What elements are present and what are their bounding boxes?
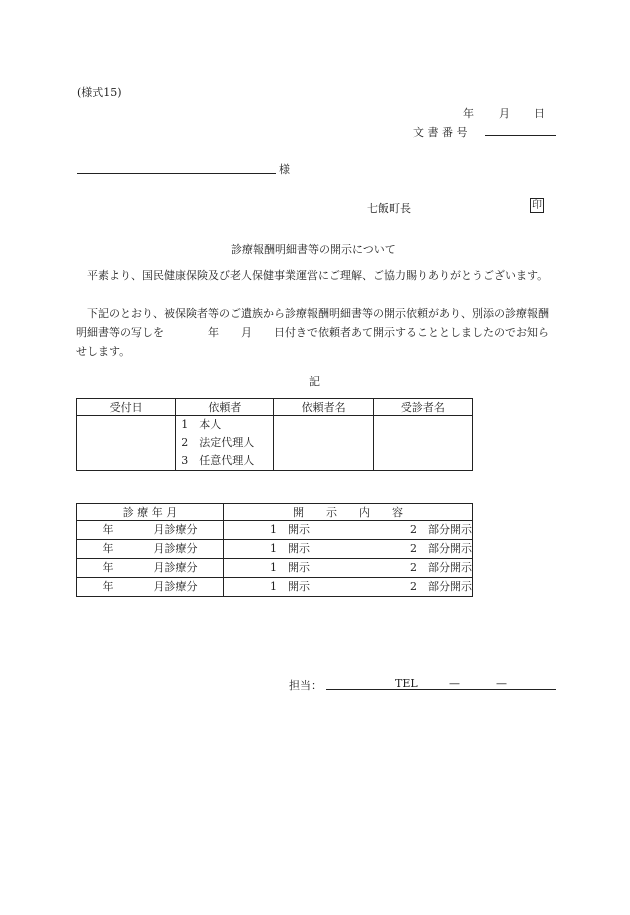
date-day: 日 bbox=[534, 107, 545, 120]
patient-name-cell[interactable] bbox=[373, 416, 472, 471]
treatment-month-cell[interactable] bbox=[77, 540, 224, 559]
table-row bbox=[77, 521, 473, 540]
header-patient-name: 受診者名 bbox=[373, 399, 472, 416]
option-partial-disclose[interactable]: 2 部分開示 bbox=[390, 540, 473, 559]
table-row bbox=[77, 559, 473, 578]
treatment-month-cell[interactable] bbox=[77, 521, 224, 540]
option-disclose[interactable]: 1 開示 bbox=[224, 521, 391, 540]
row-month: 月診療分 bbox=[153, 561, 198, 574]
sender-name: 七飯町長 bbox=[367, 202, 411, 215]
doc-number-label: 文 書 番 号 bbox=[413, 126, 468, 139]
doc-number-field[interactable] bbox=[485, 135, 556, 136]
received-date-cell[interactable] bbox=[77, 416, 176, 471]
contact-label: 担当： bbox=[289, 679, 322, 692]
row-month: 月診療分 bbox=[153, 542, 198, 555]
paragraph-notice bbox=[76, 304, 558, 361]
option-partial-disclose[interactable]: 2 部分開示 bbox=[390, 578, 473, 597]
header-disclosure-content: 開 示 内 容 bbox=[224, 504, 473, 521]
row-month: 月診療分 bbox=[153, 580, 198, 593]
treatment-month-cell[interactable] bbox=[77, 578, 224, 597]
requester-options bbox=[176, 416, 274, 471]
row-year: 年 bbox=[102, 523, 114, 536]
option-disclose[interactable]: 1 開示 bbox=[224, 559, 391, 578]
contact-dash-1: — bbox=[449, 677, 460, 690]
row-year: 年 bbox=[102, 542, 114, 555]
row-year: 年 bbox=[102, 561, 114, 574]
option-disclose[interactable]: 1 開示 bbox=[224, 540, 391, 559]
paragraph-greeting: 平素より、国民健康保険及び老人保健事業運営にご理解、ご協力賜りありがとうございます。 bbox=[87, 269, 549, 282]
note-label: 記 bbox=[309, 375, 320, 388]
option-partial-disclose[interactable]: 2 部分開示 bbox=[390, 521, 473, 540]
header-requester-name: 依頼者名 bbox=[274, 399, 373, 416]
option-voluntary-rep[interactable]: 3 任意代理人 bbox=[181, 454, 255, 467]
notice-month: 月 bbox=[241, 326, 252, 339]
recipient-field[interactable] bbox=[77, 173, 276, 174]
option-partial-disclose[interactable]: 2 部分開示 bbox=[390, 559, 473, 578]
form-number: (様式15) bbox=[77, 86, 122, 99]
document-title: 診療報酬明細書等の開示について bbox=[231, 243, 396, 256]
date-month: 月 bbox=[499, 107, 510, 120]
header-requester: 依頼者 bbox=[176, 399, 274, 416]
seal-mark: 印 bbox=[532, 200, 542, 211]
requester-name-cell[interactable] bbox=[274, 416, 373, 471]
date-year: 年 bbox=[463, 107, 474, 120]
header-treatment-month: 診 療 年 月 bbox=[77, 504, 224, 521]
table-row bbox=[77, 578, 473, 597]
request-table bbox=[76, 398, 473, 471]
recipient-suffix: 様 bbox=[279, 163, 290, 176]
treatment-month-cell[interactable] bbox=[77, 559, 224, 578]
contact-dash-2: — bbox=[496, 677, 507, 690]
notice-lead: 下記のとおり、被保険者等のご遺族から診療報酬明細書等の開示依頼があり、別添の診療報酬明細書等の写しを bbox=[76, 307, 549, 339]
notice-year: 年 bbox=[208, 326, 219, 339]
notice-tail: 日付きで依頼者あて開示することとしましたのでお知らせします。 bbox=[76, 326, 549, 358]
row-month: 月診療分 bbox=[153, 523, 198, 536]
header-received-date: 受付日 bbox=[77, 399, 176, 416]
option-legal-rep[interactable]: 2 法定代理人 bbox=[181, 436, 255, 449]
row-year: 年 bbox=[102, 580, 114, 593]
table-row bbox=[77, 540, 473, 559]
contact-tel-label: TEL bbox=[395, 677, 418, 690]
option-self[interactable]: 1 本人 bbox=[181, 418, 222, 431]
disclosure-table bbox=[76, 503, 473, 597]
contact-field[interactable] bbox=[326, 689, 556, 690]
option-disclose[interactable]: 1 開示 bbox=[224, 578, 391, 597]
